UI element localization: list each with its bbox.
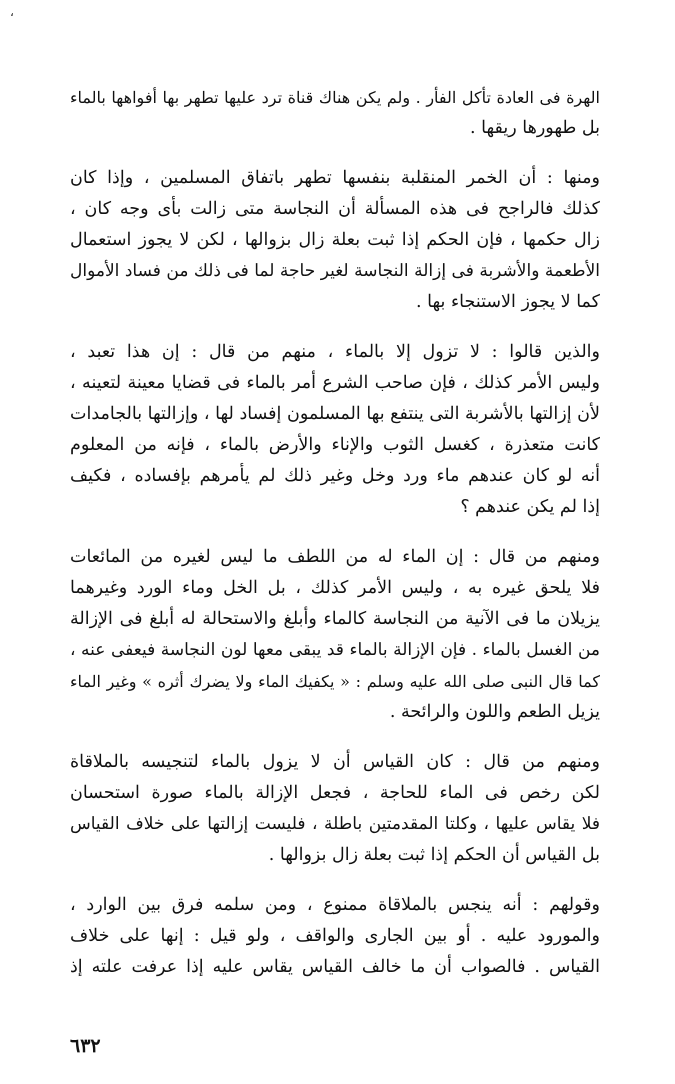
paragraph-gap	[70, 144, 600, 163]
paragraph-6	[70, 890, 600, 983]
text-line: من الغسل بالماء . فإن الإزالة بالماء قد يبقى معها لون النجاسة فيعفى عنه ،	[70, 640, 600, 660]
text-line: يزيلان ما فى الآنية من النجاسة كالماء وأبلغ والاستحالة له أبلغ فى الإزالة	[70, 609, 600, 629]
paragraph-gap	[70, 728, 600, 747]
corner-mark: ،	[10, 5, 14, 19]
page-number: ٦٣٢	[70, 1035, 101, 1057]
text-line: كما قال النبى صلى الله عليه وسلم : « يكفيك الماء ولا يضرك أثره » وغير الماء	[70, 672, 600, 691]
text-line: والمورود عليه . أو بين الجارى والواقف ، ولو قيل : إنها على خلاف	[70, 926, 600, 946]
paragraph-gap	[70, 871, 600, 890]
text-line: القياس . فالصواب أن ما خالف القياس يقاس عليه إذا عرفت علته إذ	[70, 957, 600, 977]
paragraph-2	[70, 163, 600, 318]
text-line: ومنها : أن الخمر المنقلبة بنفسها تطهر باتفاق المسلمين ، وإذا كان	[70, 168, 600, 188]
paragraph-5	[70, 747, 600, 871]
text-line: وقولهم : أنه ينجس بالملاقاة ممنوع ، ومن سلمه فرق بين الوارد ،	[70, 895, 600, 915]
text-column	[70, 82, 600, 983]
text-line: بل القياس أن الحكم إذا ثبت بعلة زال بزوالها .	[268, 845, 600, 865]
text-line: بل طهورها ريقها .	[470, 118, 600, 138]
text-line: فلا يقاس عليها ، وكلتا المقدمتين باطلة ، فليست إزالتها على خلاف القياس	[70, 814, 600, 834]
paragraph-gap	[70, 318, 600, 337]
text-line: كما لا يجوز الاستنجاء بها .	[416, 292, 600, 312]
text-line: وليس الأمر كذلك ، فإن صاحب الشرع أمر بالماء فى قضايا معينة لتعينه ،	[70, 373, 600, 393]
text-line: ومنهم من قال : كان القياس أن لا يزول بالماء لتنجيسه بالملاقاة	[70, 752, 600, 772]
text-line: زال حكمها ، فإن الحكم إذا ثبت بعلة زال بزوالها ، لكن لا يجوز استعمال	[70, 230, 600, 250]
text-line: أنه لو كان عندهم ماء ورد وخل وغير ذلك لم يأمرهم بإفساده ، فكيف	[70, 466, 600, 486]
text-line: لكن رخص فى الماء للحاجة ، فجعل الإزالة بالماء صورة استحسان	[70, 783, 600, 803]
text-line: يزيل الطعم واللون والرائحة .	[389, 702, 600, 722]
text-line: كذلك فالراجح فى هذه المسألة أن النجاسة متى زالت بأى وجه كان ،	[70, 199, 600, 219]
paragraph-4	[70, 542, 600, 728]
text-line: الهرة فى العادة تأكل الفأر . ولم يكن هناك قناة ترد عليها تطهر بها أفواهها بالماء	[70, 88, 600, 107]
text-line: الأطعمة والأشربة فى إزالة النجاسة لغير حاجة لما فى ذلك من فساد الأموال	[70, 261, 600, 281]
text-line: ومنهم من قال : إن الماء له من اللطف ما ليس لغيره من المائعات	[70, 547, 600, 567]
text-line: إذا لم يكن عندهم ؟	[460, 497, 600, 517]
text-line: والذين قالوا : لا تزول إلا بالماء ، منهم من قال : إن هذا تعبد ،	[70, 342, 600, 362]
paragraph-3	[70, 337, 600, 523]
text-line: كانت متعذرة ، كغسل الثوب والإناء والأرض بالماء ، فإنه من المعلوم	[70, 435, 600, 455]
paragraph-1	[70, 82, 600, 144]
paragraph-gap	[70, 523, 600, 542]
text-line: لأن إزالتها بالأشربة التى ينتفع بها المسلمون إفساد لها ، وإزالتها بالجامدات	[70, 404, 600, 424]
text-line: فلا يلحق غيره به ، وليس الأمر كذلك ، بل الخل وماء الورد وغيرهما	[70, 578, 600, 598]
